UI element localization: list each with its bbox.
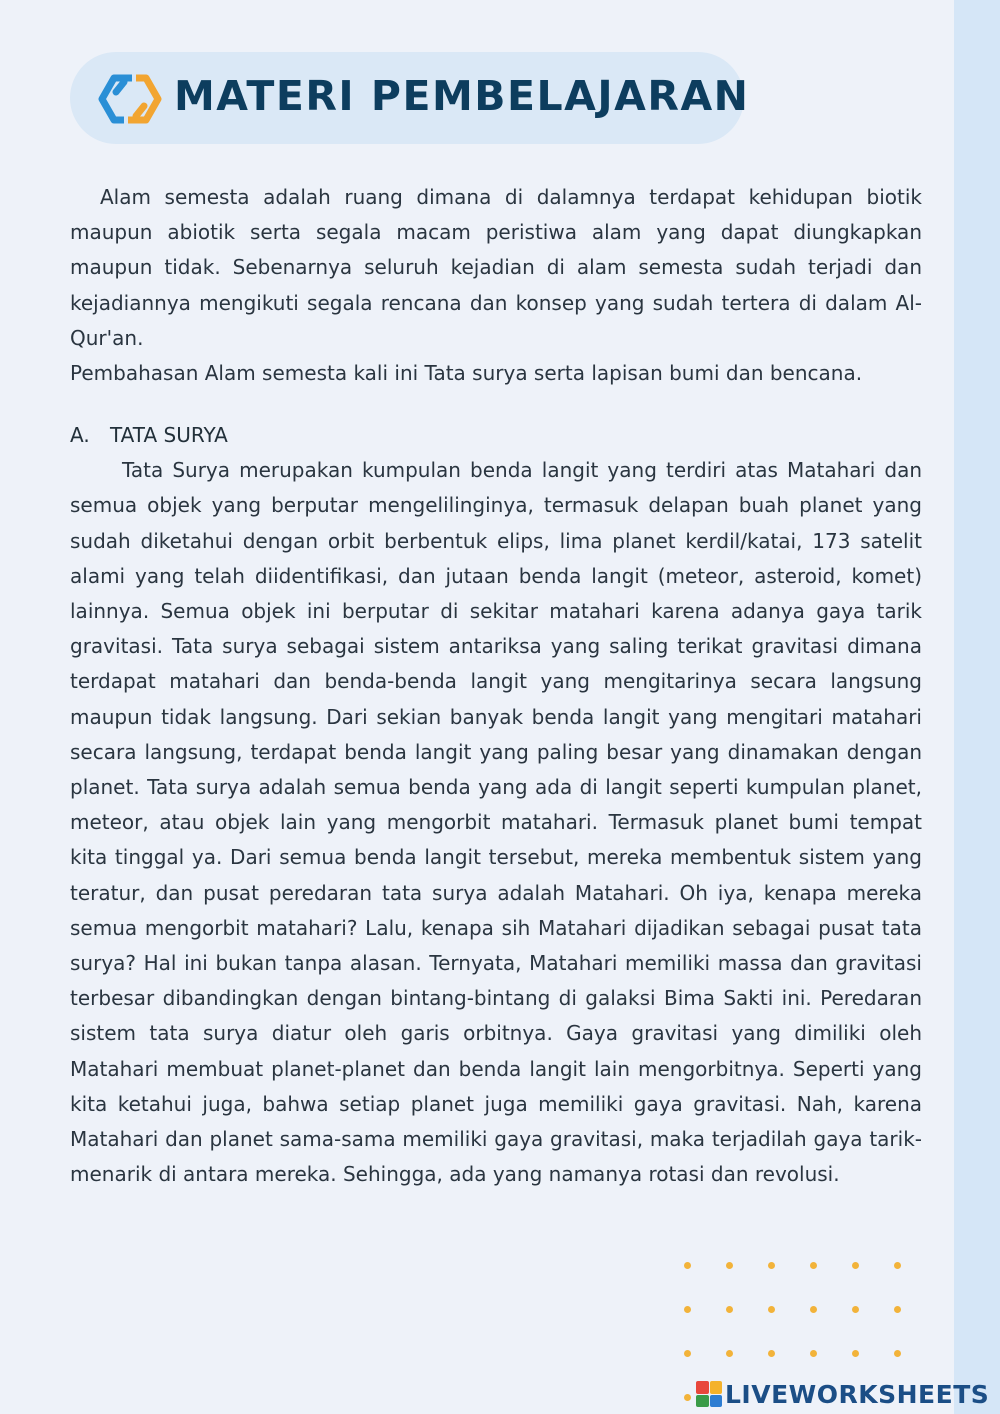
intro-summary: Pembahasan Alam semesta kali ini Tata surya serta lapisan bumi dan bencana.	[70, 361, 863, 386]
side-strip	[954, 0, 1000, 1414]
decorative-dot	[810, 1262, 817, 1269]
section-a-paragraph: Tata Surya merupakan kumpulan benda langit yang terdiri atas Matahari dan semua objek yang berputar mengelilinginya, termasuk delapan buah planet yang sudah diketahui dengan orbit berbentuk elips, lima planet kerdil/katai, 173 satelit alami yang telah diidentifikasi, dan jutaan benda langit (meteor, asteroid, komet) lainnya. Semua objek ini berputar di sekitar matahari karena adanya gaya tarik gravitasi. Tata surya sebagai sistem antariksa yang saling terikat gravitasi dimana terdapat matahari dan benda-benda langit yang mengitarinya secara langsung maupun tidak langsung. Dari sekian banyak benda langit yang mengitari matahari secara langsung, terdapat benda langit yang paling besar yang dinamakan dengan planet. Tata surya adalah semua benda yang ada di langit seperti kumpulan planet, meteor, atau objek lain yang mengorbit matahari. Termasuk planet bumi tempat kita tinggal ya. Dari semua benda langit tersebut, mereka membentuk sistem yang teratur, dan pusat peredaran tata surya adalah Matahari. Oh iya, kenapa mereka semua mengorbit matahari? Lalu, kenapa sih Matahari dijadikan sebagai pusat tata surya? Hal ini bukan tanpa alasan. Ternyata, Matahari memiliki massa dan gravitasi terbesar dibandingkan dengan bintang-bintang di galaksi Bima Sakti ini. Peredaran sistem tata surya diatur oleh garis orbitnya. Gaya gravitasi yang dimiliki oleh Matahari membuat planet-planet dan benda langit lain mengorbitnya. Seperti yang kita ketahui juga, bahwa setiap planet juga memiliki gaya gravitasi. Nah, karena Matahari dan planet sama-sama memiliki gaya gravitasi, maka terjadilah gaya tarik-menarik di antara mereka. Sehingga, ada yang namanya rotasi dan revolusi.	[70, 458, 922, 1187]
decorative-dot	[852, 1306, 859, 1313]
decorative-dot	[894, 1350, 901, 1357]
section-a-heading	[70, 418, 922, 453]
decorative-dot	[684, 1262, 691, 1269]
footer-brand	[696, 1376, 989, 1412]
decorative-dot	[852, 1262, 859, 1269]
decorative-dot	[684, 1394, 691, 1401]
decorative-dot	[810, 1350, 817, 1357]
decorative-dot	[684, 1350, 691, 1357]
decorative-dot	[894, 1262, 901, 1269]
decorative-dot	[894, 1306, 901, 1313]
decorative-dot	[684, 1306, 691, 1313]
decorative-dot	[726, 1306, 733, 1313]
brand-name: LIVEWORKSHEETS	[725, 1379, 990, 1409]
decorative-dot	[726, 1350, 733, 1357]
header-banner	[70, 52, 750, 144]
decorative-dot	[768, 1262, 775, 1269]
decorative-dot	[810, 1306, 817, 1313]
hexagon-arrows-icon	[94, 70, 164, 128]
section-a-title: TATA SURYA	[110, 423, 228, 448]
document-body	[70, 180, 922, 1192]
liveworksheets-logo-icon	[696, 1381, 722, 1407]
intro-paragraph: Alam semesta adalah ruang dimana di dalamnya terdapat kehidupan biotik maupun abiotik serta segala macam peristiwa alam yang dapat diungkapkan maupun tidak. Sebenarnya seluruh kejadian di alam semesta sudah terjadi dan kejadiannya mengikuti segala rencana dan konsep yang sudah tertera di dalam Al-Qur'an.	[70, 185, 922, 350]
decorative-dot	[726, 1262, 733, 1269]
decorative-dot	[852, 1350, 859, 1357]
section-a-letter: A.	[70, 423, 90, 448]
decorative-dot	[768, 1350, 775, 1357]
page-title: MATERI PEMBELAJARAN	[174, 72, 750, 120]
decorative-dot	[768, 1306, 775, 1313]
